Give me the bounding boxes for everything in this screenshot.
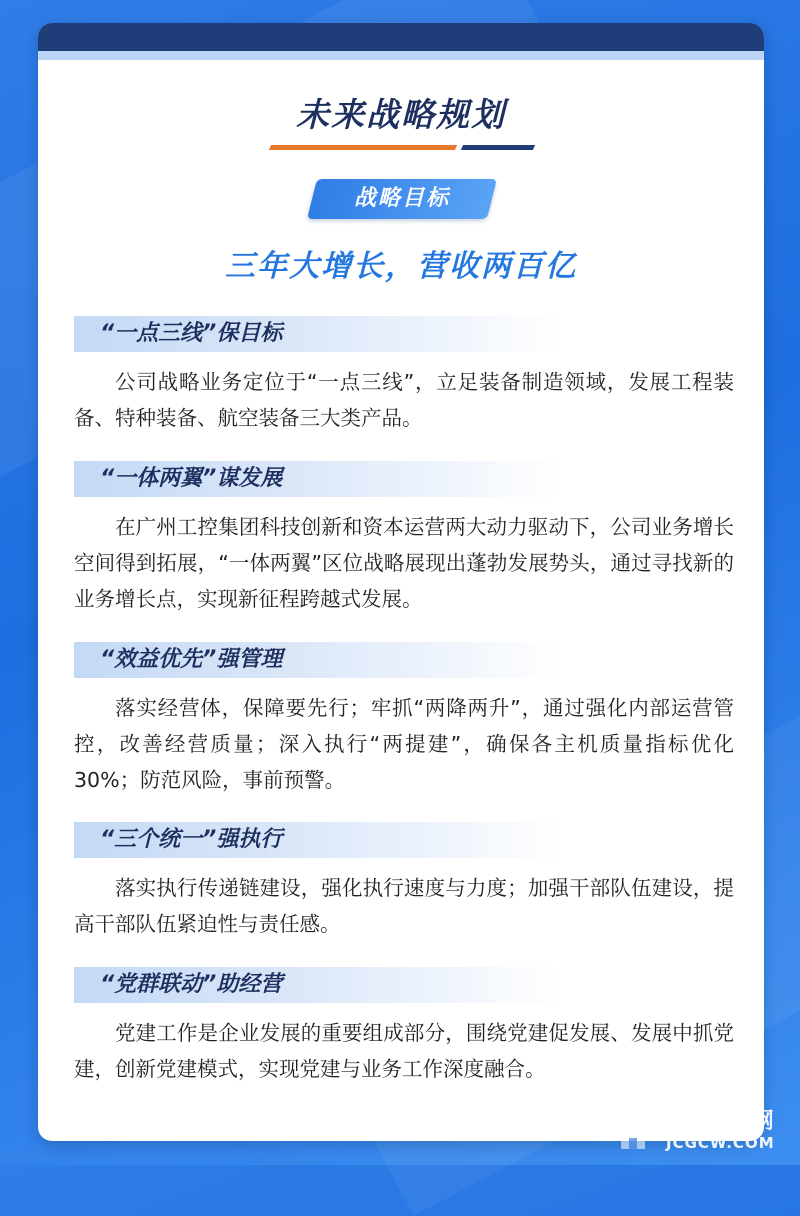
section-heading: “一体两翼”谋发展 — [74, 461, 564, 497]
section-body: 公司战略业务定位于“一点三线”，立足装备制造领域，发展工程装备、特种装备、航空装备三大类产品。 — [74, 370, 734, 430]
section-heading: “效益优先”强管理 — [74, 642, 564, 678]
page-title: 未来战略规划 — [296, 95, 506, 134]
title-underline-orange — [269, 145, 457, 150]
section-heading: “三个统一”强执行 — [74, 822, 564, 858]
title-underline — [270, 145, 534, 150]
section-yiti-liangyi — [74, 461, 734, 617]
section-yidian-sanxian — [74, 316, 734, 436]
section-sange-tongyi — [74, 822, 734, 942]
title-underline-navy — [461, 145, 535, 150]
strategic-headline: 三年大增长，营收两百亿 — [225, 249, 577, 284]
card-header-subbar — [38, 51, 764, 60]
goal-tag-label: 战略目标 — [353, 186, 450, 211]
house-logo-icon — [610, 1108, 656, 1154]
watermark-name-en: JCGCW.COM — [666, 1134, 775, 1152]
section-heading: “一点三线”保目标 — [74, 316, 564, 352]
section-heading: “党群联动”助经营 — [74, 967, 564, 1003]
goal-tag — [307, 179, 497, 219]
content-card — [38, 23, 764, 1141]
section-body: 在广州工控集团科技创新和资本运营两大动力驱动下，公司业务增长空间得到拓展，“一体两翼”区位战略展现出蓬勃发展势头，通过寻找新的业务增长点，实现新征程跨越式发展。 — [74, 515, 734, 611]
watermark-name-cn: 基础工程网 — [660, 1109, 776, 1134]
section-xiaoyi-youxian — [74, 642, 734, 798]
section-dangqun-liandong — [74, 967, 734, 1087]
section-body: 落实经营体，保障要先行；牢抓“两降两升”，通过强化内部运营管控，改善经营质量；深入执行“两提建”，确保各主机质量指标优化30%；防范风险，事前预警。 — [74, 696, 734, 792]
card-header-bar — [38, 23, 764, 51]
site-watermark — [610, 1104, 790, 1156]
section-body: 党建工作是企业发展的重要组成部分，围绕党建促发展、发展中抓党建，创新党建模式，实现党建与业务工作深度融合。 — [74, 1021, 734, 1081]
section-body: 落实执行传递链建设，强化执行速度与力度；加强干部队伍建设，提高干部队伍紧迫性与责任感。 — [74, 876, 734, 936]
